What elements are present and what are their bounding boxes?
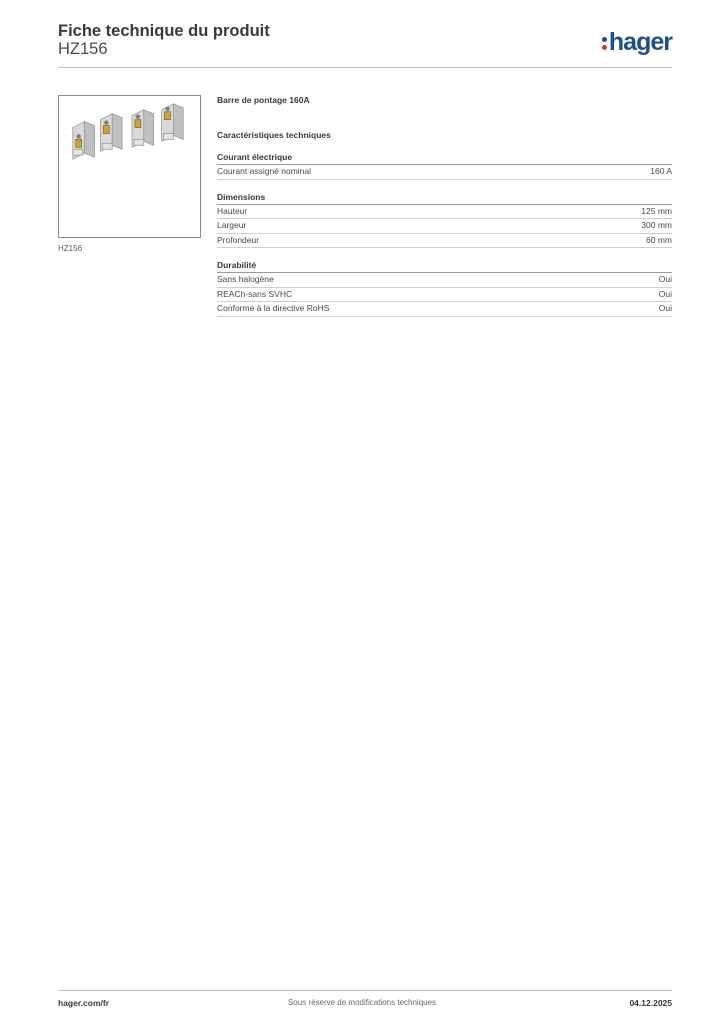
spec-label: Courant assigné nominal: [217, 166, 312, 176]
logo-dot-top: [602, 37, 607, 42]
spec-label: REACh-sans SVHC: [217, 288, 293, 299]
image-caption: HZ156: [58, 244, 83, 253]
spec-row: [217, 273, 672, 288]
spec-row: [217, 205, 672, 220]
spec-label: Conforme à la directive RoHS: [217, 303, 330, 313]
header-title: Fiche technique du produit: [58, 22, 270, 40]
spec-label: Hauteur: [217, 205, 248, 216]
spec-value: Oui: [658, 303, 672, 313]
footer-divider: [58, 990, 672, 991]
product-name: Barre de pontage 160A: [217, 95, 310, 105]
footer-notice: Sous réserve de modifications techniques: [287, 998, 437, 1007]
spec-group-title: Courant électrique: [217, 152, 672, 165]
spec-group-title: Dimensions: [217, 192, 672, 205]
spec-label: Largeur: [217, 220, 247, 230]
spec-value: 60 mm: [646, 234, 672, 245]
spec-group-title: Durabilité: [217, 260, 672, 273]
busbar-bridge-image: [59, 96, 200, 237]
footer-website-link[interactable]: hager.com/fr: [58, 998, 110, 1008]
spec-row: [217, 234, 672, 249]
spec-group-durability: [217, 260, 672, 317]
spec-label: Sans halogène: [217, 274, 274, 284]
spec-row: [217, 302, 672, 317]
spec-group-electrical: [217, 152, 672, 180]
spec-value: 300 mm: [641, 220, 672, 230]
spec-section-heading: Caractéristiques techniques: [217, 130, 331, 140]
spec-value: Oui: [658, 288, 672, 299]
product-reference-subtitle: HZ156: [58, 40, 108, 58]
spec-row: [217, 288, 672, 303]
spec-value: 160 A: [650, 166, 672, 176]
logo-dot-bottom: [602, 45, 607, 50]
footer-date: 04.12.2025: [629, 998, 672, 1008]
hager-dots-icon: [602, 37, 607, 50]
spec-group-dimensions: [217, 192, 672, 249]
spec-label: Profondeur: [217, 234, 260, 245]
spec-row: [217, 165, 672, 180]
spec-value: 125 mm: [641, 205, 672, 216]
spec-row: [217, 219, 672, 234]
header-divider: [58, 67, 672, 68]
hager-logo: [602, 26, 672, 58]
logo-text: hager: [608, 27, 672, 56]
spec-content: [217, 95, 672, 317]
spec-value: Oui: [658, 274, 672, 284]
product-image: [58, 95, 201, 238]
